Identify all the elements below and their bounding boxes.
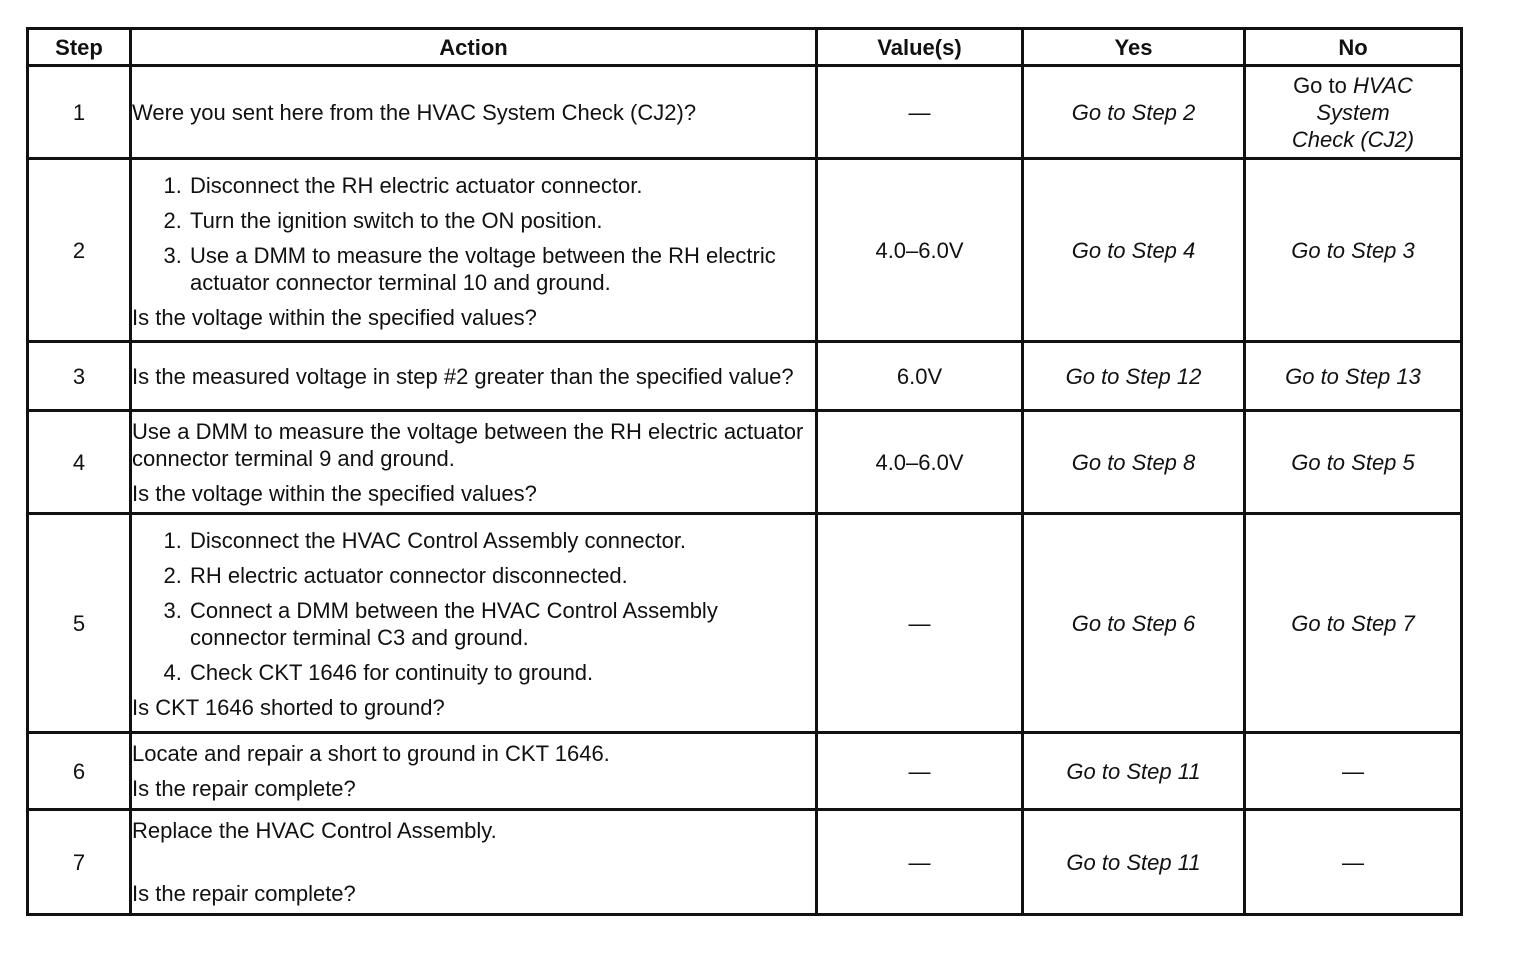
substep: 2. RH electric actuator connector disconnected. — [188, 562, 815, 589]
diagnostic-table — [26, 27, 1463, 916]
action-cell — [131, 66, 817, 159]
no-cell — [1245, 66, 1462, 159]
step-number: 2 — [28, 159, 131, 342]
yes-cell: Go to Step 4 — [1023, 159, 1245, 342]
value-cell: 4.0–6.0V — [817, 411, 1023, 514]
value-cell: — — [817, 66, 1023, 159]
table-row — [28, 66, 1462, 159]
header-step: Step — [28, 29, 131, 66]
action-question: Is the voltage within the specified values? — [132, 480, 537, 506]
substep: 3. Use a DMM to measure the voltage between the RH electric actuator connector terminal 10 and ground. — [188, 242, 815, 296]
table-row — [28, 159, 1462, 342]
header-values: Value(s) — [817, 29, 1023, 66]
substep: 4. Check CKT 1646 for continuity to ground. — [188, 659, 815, 686]
step-number: 1 — [28, 66, 131, 159]
action-cell — [131, 810, 817, 915]
action-question: Is CKT 1646 shorted to ground? — [132, 695, 445, 720]
no-goto-ref: System — [1316, 99, 1390, 125]
substep: 3. Connect a DMM between the HVAC Control Assembly connector terminal C3 and ground. — [188, 597, 815, 651]
yes-cell: Go to Step 2 — [1023, 66, 1245, 159]
yes-cell: Go to Step 11 — [1023, 810, 1245, 915]
substep-list — [132, 172, 815, 296]
yes-cell: Go to Step 11 — [1023, 733, 1245, 810]
table-header-row — [28, 29, 1462, 66]
no-cell: Go to Step 5 — [1245, 411, 1462, 514]
action-cell — [131, 342, 817, 411]
no-cell: — — [1245, 810, 1462, 915]
action-text: Were you sent here from the HVAC System Check (CJ2)? — [132, 99, 697, 125]
step-number: 3 — [28, 342, 131, 411]
value-cell: 4.0–6.0V — [817, 159, 1023, 342]
step-number: 7 — [28, 810, 131, 915]
action-question: Is the repair complete? — [132, 776, 356, 801]
substep-list — [132, 527, 815, 686]
action-text: Locate and repair a short to ground in CKT 1646. — [132, 741, 610, 766]
header-action: Action — [131, 29, 817, 66]
step-number: 6 — [28, 733, 131, 810]
no-cell: Go to Step 7 — [1245, 514, 1462, 733]
no-goto-ref: HVAC — [1353, 72, 1413, 98]
action-text: Use a DMM to measure the voltage between the RH electric actuator connector terminal 9 and ground. — [132, 418, 804, 471]
action-text: Is the measured voltage in step #2 greater than the specified value? — [132, 363, 794, 389]
no-cell: Go to Step 13 — [1245, 342, 1462, 411]
substep: 1. Disconnect the RH electric actuator connector. — [188, 172, 815, 199]
substep: 2. Turn the ignition switch to the ON position. — [188, 207, 815, 234]
table-row — [28, 514, 1462, 733]
header-no: No — [1245, 29, 1462, 66]
header-yes: Yes — [1023, 29, 1245, 66]
substep: 1. Disconnect the HVAC Control Assembly connector. — [188, 527, 815, 554]
table-row — [28, 733, 1462, 810]
yes-cell: Go to Step 8 — [1023, 411, 1245, 514]
table-row — [28, 411, 1462, 514]
step-number: 4 — [28, 411, 131, 514]
action-text: Replace the HVAC Control Assembly. — [132, 818, 497, 843]
value-cell: — — [817, 514, 1023, 733]
action-cell — [131, 514, 817, 733]
value-cell: — — [817, 733, 1023, 810]
no-goto-ref: Check (CJ2) — [1291, 126, 1415, 152]
yes-cell: Go to Step 12 — [1023, 342, 1245, 411]
no-cell: Go to Step 3 — [1245, 159, 1462, 342]
diagnostic-table-sheet — [26, 27, 1460, 916]
no-cell: — — [1245, 733, 1462, 810]
action-cell — [131, 733, 817, 810]
table-row — [28, 810, 1462, 915]
step-number: 5 — [28, 514, 131, 733]
yes-cell: Go to Step 6 — [1023, 514, 1245, 733]
no-goto-prefix: Go to — [1293, 72, 1347, 98]
value-cell: — — [817, 810, 1023, 915]
table-row — [28, 342, 1462, 411]
action-question: Is the repair complete? — [132, 881, 356, 906]
value-cell: 6.0V — [817, 342, 1023, 411]
action-question: Is the voltage within the specified values? — [132, 304, 537, 330]
action-cell — [131, 411, 817, 514]
action-cell — [131, 159, 817, 342]
